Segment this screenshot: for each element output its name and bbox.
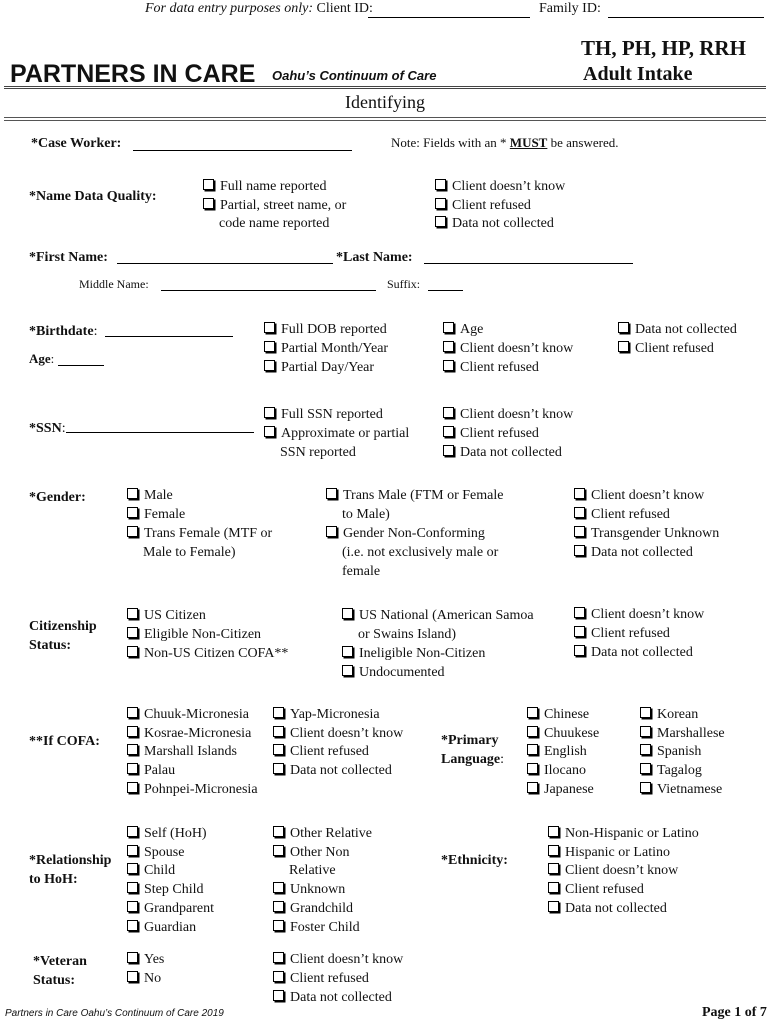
checkbox[interactable] bbox=[443, 445, 454, 456]
checkbox[interactable] bbox=[640, 726, 651, 737]
relationship-option[interactable] bbox=[127, 880, 204, 899]
option-label: Data not collected bbox=[290, 763, 392, 778]
suffix-label: Suffix: bbox=[387, 277, 421, 291]
checkbox[interactable] bbox=[127, 971, 138, 982]
required-note-must: MUST bbox=[509, 135, 548, 150]
birthdate-colon: : bbox=[93, 324, 98, 339]
option-label: Client refused bbox=[452, 198, 531, 213]
checkbox[interactable] bbox=[326, 526, 337, 537]
option-label: Client doesn’t know bbox=[460, 407, 574, 422]
checkbox[interactable] bbox=[548, 901, 559, 912]
option-label: Other Non bbox=[290, 845, 350, 860]
checkbox[interactable] bbox=[574, 645, 585, 656]
option-label: Data not collected bbox=[565, 901, 667, 916]
language-option[interactable] bbox=[527, 742, 587, 761]
checkbox[interactable] bbox=[273, 707, 284, 718]
cofa-option[interactable] bbox=[273, 761, 392, 780]
option-label: Full DOB reported bbox=[281, 322, 387, 337]
relationship-label: *Relationship bbox=[29, 853, 112, 868]
language-option[interactable] bbox=[640, 742, 701, 761]
relationship-option[interactable] bbox=[273, 918, 360, 937]
checkbox[interactable] bbox=[127, 952, 138, 963]
checkbox[interactable] bbox=[435, 198, 446, 209]
checkbox[interactable] bbox=[342, 646, 353, 657]
option-label: Chuuk-Micronesia bbox=[144, 707, 249, 722]
option-label: Client refused bbox=[591, 626, 670, 641]
checkbox[interactable] bbox=[127, 507, 138, 518]
veteran-option[interactable] bbox=[273, 950, 403, 969]
checkbox[interactable] bbox=[443, 360, 454, 371]
checkbox[interactable] bbox=[273, 901, 284, 912]
ssn-option[interactable] bbox=[443, 424, 539, 443]
option-label: Chuukese bbox=[544, 726, 600, 741]
checkbox[interactable] bbox=[527, 782, 538, 793]
option-label: Client doesn’t know bbox=[591, 607, 705, 622]
dob-option[interactable] bbox=[443, 339, 573, 358]
name-quality-option[interactable] bbox=[435, 214, 554, 233]
option-label: Trans Female (MTF or bbox=[144, 526, 273, 541]
option-label: Client refused bbox=[290, 744, 369, 759]
citizenship-option[interactable] bbox=[127, 606, 206, 625]
cofa-option[interactable] bbox=[273, 742, 369, 761]
checkbox[interactable] bbox=[435, 216, 446, 227]
checkbox[interactable] bbox=[527, 744, 538, 755]
checkbox[interactable] bbox=[127, 782, 138, 793]
section-rule-bottom bbox=[4, 120, 766, 121]
checkbox[interactable] bbox=[640, 763, 651, 774]
language-option[interactable] bbox=[640, 705, 698, 724]
option-label: Unknown bbox=[290, 882, 346, 897]
ssn-label-text: *SSN bbox=[29, 421, 62, 436]
option-label: Step Child bbox=[144, 882, 204, 897]
section-rule-top bbox=[4, 117, 766, 118]
option-label: Yap-Micronesia bbox=[290, 707, 380, 722]
citizenship-option[interactable] bbox=[342, 606, 534, 625]
ethnicity-option[interactable] bbox=[548, 824, 699, 843]
checkbox[interactable] bbox=[203, 198, 214, 209]
checkbox[interactable] bbox=[548, 882, 559, 893]
header-rule bbox=[4, 86, 766, 89]
veteran-option[interactable] bbox=[127, 969, 161, 988]
veteran-label: *Veteran bbox=[33, 954, 87, 969]
cofa-option[interactable] bbox=[127, 742, 237, 761]
option-label: No bbox=[144, 971, 162, 986]
checkbox[interactable] bbox=[548, 845, 559, 856]
option-label: Self (HoH) bbox=[144, 826, 207, 841]
option-label: Trans Male (FTM or Female bbox=[343, 488, 504, 503]
gender-option[interactable] bbox=[326, 524, 485, 543]
ssn-option[interactable] bbox=[443, 443, 562, 462]
option-label-continued: Relative bbox=[289, 863, 336, 878]
language-label-text: Language bbox=[441, 752, 501, 767]
checkbox[interactable] bbox=[574, 607, 585, 618]
checkbox[interactable] bbox=[548, 863, 559, 874]
checkbox[interactable] bbox=[527, 763, 538, 774]
gender-option[interactable] bbox=[127, 524, 272, 543]
relationship-label-line2: to HoH: bbox=[29, 872, 78, 887]
option-label: Data not collected bbox=[591, 645, 693, 660]
option-label: Non-US Citizen COFA** bbox=[144, 646, 289, 661]
language-colon: : bbox=[500, 752, 505, 767]
option-label: Data not collected bbox=[635, 322, 737, 337]
option-label: US National (American Samoa bbox=[359, 608, 534, 623]
option-label: Pohnpei-Micronesia bbox=[144, 782, 258, 797]
option-label-continued: or Swains Island) bbox=[358, 627, 456, 642]
option-label-continued: SSN reported bbox=[280, 445, 356, 460]
birthdate-label-text: *Birthdate bbox=[29, 324, 94, 339]
citizenship-label-line2: Status: bbox=[29, 638, 72, 653]
org-name: PARTNERS IN CARE bbox=[10, 60, 256, 88]
checkbox[interactable] bbox=[342, 665, 353, 676]
required-note-prefix: Note: Fields with an * bbox=[391, 135, 510, 150]
option-label: Partial, street name, or bbox=[220, 198, 347, 213]
case-worker-label: *Case Worker: bbox=[31, 136, 122, 151]
option-label: Full name reported bbox=[220, 179, 327, 194]
language-option[interactable] bbox=[640, 761, 702, 780]
middle-name-label: Middle Name: bbox=[79, 277, 149, 291]
checkbox[interactable] bbox=[574, 545, 585, 556]
option-label: Undocumented bbox=[359, 665, 445, 680]
name-quality-label: *Name Data Quality: bbox=[29, 189, 157, 204]
option-label: Client doesn’t know bbox=[290, 952, 404, 967]
cofa-option[interactable] bbox=[273, 724, 403, 743]
form-title: Adult Intake bbox=[583, 63, 693, 85]
option-label: Other Relative bbox=[290, 826, 373, 841]
option-label: Full SSN reported bbox=[281, 407, 383, 422]
relationship-option[interactable] bbox=[127, 861, 175, 880]
checkbox[interactable] bbox=[127, 826, 138, 837]
citizenship-option[interactable] bbox=[574, 624, 670, 643]
relationship-option[interactable] bbox=[273, 880, 345, 899]
option-label: Hispanic or Latino bbox=[565, 845, 670, 860]
checkbox[interactable] bbox=[127, 726, 138, 737]
dob-option[interactable] bbox=[443, 320, 483, 339]
name-quality-option[interactable] bbox=[203, 196, 346, 215]
age-label-text: Age bbox=[29, 351, 51, 366]
name-quality-option[interactable] bbox=[203, 177, 327, 196]
option-label: Client doesn’t know bbox=[290, 726, 404, 741]
client-id-label: Client ID: bbox=[316, 1, 373, 16]
option-label: Client doesn’t know bbox=[591, 488, 705, 503]
gender-option[interactable] bbox=[574, 486, 704, 505]
dob-option[interactable] bbox=[264, 358, 374, 377]
gender-option[interactable] bbox=[127, 486, 173, 505]
option-label: Chinese bbox=[544, 707, 590, 722]
citizenship-option[interactable] bbox=[127, 644, 288, 663]
option-label: Partial Month/Year bbox=[281, 341, 389, 356]
checkbox[interactable] bbox=[326, 488, 337, 499]
checkbox[interactable] bbox=[264, 322, 275, 333]
checkbox[interactable] bbox=[127, 488, 138, 499]
checkbox[interactable] bbox=[127, 882, 138, 893]
data-entry-purpose-label: For data entry purposes only: bbox=[145, 1, 313, 16]
family-id-field[interactable] bbox=[608, 17, 764, 18]
ethnicity-option[interactable] bbox=[548, 843, 670, 862]
checkbox[interactable] bbox=[127, 744, 138, 755]
ethnicity-option[interactable] bbox=[548, 861, 678, 880]
checkbox[interactable] bbox=[640, 782, 651, 793]
checkbox[interactable] bbox=[273, 845, 284, 856]
veteran-option[interactable] bbox=[273, 988, 392, 1007]
birthdate-field[interactable] bbox=[105, 336, 233, 337]
section-title: Identifying bbox=[345, 92, 425, 112]
language-option[interactable] bbox=[527, 705, 589, 724]
language-label-line2 bbox=[441, 750, 504, 769]
checkbox[interactable] bbox=[443, 322, 454, 333]
cofa-option[interactable] bbox=[127, 724, 251, 743]
dob-option[interactable] bbox=[618, 320, 737, 339]
option-label: Non-Hispanic or Latino bbox=[565, 826, 699, 841]
option-label: Client refused bbox=[460, 360, 539, 375]
option-label: Grandchild bbox=[290, 901, 353, 916]
option-label: US Citizen bbox=[144, 608, 206, 623]
checkbox[interactable] bbox=[127, 608, 138, 619]
ssn-option[interactable] bbox=[264, 424, 409, 443]
checkbox[interactable] bbox=[127, 526, 138, 537]
option-label: Data not collected bbox=[452, 216, 554, 231]
option-label: Data not collected bbox=[591, 545, 693, 560]
dob-option[interactable] bbox=[264, 320, 387, 339]
checkbox[interactable] bbox=[273, 990, 284, 1001]
language-option[interactable] bbox=[527, 724, 599, 743]
checkbox[interactable] bbox=[618, 322, 629, 333]
option-label: Female bbox=[144, 507, 186, 522]
checkbox[interactable] bbox=[273, 826, 284, 837]
option-label: Client refused bbox=[290, 971, 369, 986]
checkbox[interactable] bbox=[127, 920, 138, 931]
checkbox[interactable] bbox=[527, 726, 538, 737]
gender-option[interactable] bbox=[574, 524, 719, 543]
option-label: Spanish bbox=[657, 744, 702, 759]
last-name-label: *Last Name: bbox=[336, 250, 413, 265]
cofa-option[interactable] bbox=[273, 705, 380, 724]
language-option[interactable] bbox=[527, 761, 586, 780]
option-label: Marshallese bbox=[657, 726, 725, 741]
option-label: Grandparent bbox=[144, 901, 214, 916]
option-label: Client doesn’t know bbox=[452, 179, 566, 194]
checkbox[interactable] bbox=[548, 826, 559, 837]
checkbox[interactable] bbox=[435, 179, 446, 190]
citizenship-option[interactable] bbox=[342, 663, 445, 682]
veteran-option[interactable] bbox=[273, 969, 369, 988]
cofa-label: **If COFA: bbox=[29, 734, 100, 749]
option-label: Yes bbox=[144, 952, 165, 967]
option-label-continued: Male to Female) bbox=[143, 545, 236, 560]
checkbox[interactable] bbox=[640, 744, 651, 755]
checkbox[interactable] bbox=[640, 707, 651, 718]
option-label: Client refused bbox=[591, 507, 670, 522]
data-entry-line bbox=[145, 1, 373, 17]
option-label: Guardian bbox=[144, 920, 197, 935]
checkbox[interactable] bbox=[127, 901, 138, 912]
checkbox[interactable] bbox=[273, 726, 284, 737]
ssn-field[interactable] bbox=[66, 432, 254, 433]
cofa-option[interactable] bbox=[127, 705, 249, 724]
citizenship-option[interactable] bbox=[574, 643, 693, 662]
form-codes: TH, PH, HP, RRH bbox=[581, 36, 746, 60]
option-label-continued: to Male) bbox=[342, 507, 390, 522]
dob-option[interactable] bbox=[264, 339, 388, 358]
checkbox[interactable] bbox=[574, 488, 585, 499]
language-option[interactable] bbox=[640, 780, 722, 799]
gender-option[interactable] bbox=[127, 505, 185, 524]
checkbox[interactable] bbox=[264, 341, 275, 352]
checkbox[interactable] bbox=[273, 763, 284, 774]
checkbox[interactable] bbox=[443, 407, 454, 418]
client-id-field[interactable] bbox=[368, 17, 530, 18]
required-note bbox=[391, 135, 618, 151]
checkbox[interactable] bbox=[574, 526, 585, 537]
option-label: Data not collected bbox=[460, 445, 562, 460]
checkbox[interactable] bbox=[264, 360, 275, 371]
ethnicity-option[interactable] bbox=[548, 880, 644, 899]
checkbox[interactable] bbox=[273, 920, 284, 931]
relationship-option[interactable] bbox=[127, 843, 184, 862]
first-name-label: *First Name: bbox=[29, 250, 108, 265]
option-label: Japanese bbox=[544, 782, 594, 797]
relationship-option[interactable] bbox=[127, 824, 207, 843]
language-option[interactable] bbox=[527, 780, 594, 799]
relationship-option[interactable] bbox=[127, 918, 196, 937]
veteran-label-line2: Status: bbox=[33, 973, 76, 988]
checkbox[interactable] bbox=[443, 426, 454, 437]
checkbox[interactable] bbox=[127, 707, 138, 718]
option-label: Marshall Islands bbox=[144, 744, 237, 759]
option-label-continued: code name reported bbox=[219, 216, 330, 231]
citizenship-option[interactable] bbox=[127, 625, 261, 644]
case-worker-field[interactable] bbox=[133, 150, 352, 151]
checkbox[interactable] bbox=[574, 507, 585, 518]
birthdate-label bbox=[29, 322, 97, 341]
citizenship-option[interactable] bbox=[574, 605, 704, 624]
checkbox[interactable] bbox=[574, 626, 585, 637]
ethnicity-option[interactable] bbox=[548, 899, 667, 918]
middle-name-field[interactable] bbox=[161, 290, 376, 291]
checkbox[interactable] bbox=[342, 608, 353, 619]
gender-label: *Gender: bbox=[29, 490, 86, 505]
citizenship-option[interactable] bbox=[342, 644, 485, 663]
checkbox[interactable] bbox=[273, 744, 284, 755]
option-label: Kosrae-Micronesia bbox=[144, 726, 252, 741]
age-field[interactable] bbox=[58, 365, 104, 366]
option-label-continued: (i.e. not exclusively male or bbox=[342, 545, 499, 560]
page-number: Page 1 of 7 bbox=[702, 1005, 767, 1020]
checkbox[interactable] bbox=[127, 646, 138, 657]
ssn-option[interactable] bbox=[264, 405, 383, 424]
last-name-field[interactable] bbox=[424, 263, 633, 264]
citizenship-label: Citizenship bbox=[29, 619, 97, 634]
veteran-option[interactable] bbox=[127, 950, 164, 969]
checkbox[interactable] bbox=[264, 407, 275, 418]
option-label: Client refused bbox=[565, 882, 644, 897]
option-label: Client doesn’t know bbox=[565, 863, 679, 878]
checkbox[interactable] bbox=[527, 707, 538, 718]
checkbox[interactable] bbox=[273, 971, 284, 982]
option-label: Foster Child bbox=[290, 920, 360, 935]
relationship-option[interactable] bbox=[273, 843, 350, 862]
option-label: Client refused bbox=[635, 341, 714, 356]
option-label: Tagalog bbox=[657, 763, 702, 778]
gender-option[interactable] bbox=[326, 486, 503, 505]
cofa-option[interactable] bbox=[127, 761, 175, 780]
option-label: Eligible Non-Citizen bbox=[144, 627, 262, 642]
option-label: Ilocano bbox=[544, 763, 586, 778]
relationship-option[interactable] bbox=[273, 899, 353, 918]
option-label-continued: female bbox=[342, 564, 381, 579]
checkbox[interactable] bbox=[618, 341, 629, 352]
ssn-option[interactable] bbox=[443, 405, 573, 424]
checkbox[interactable] bbox=[127, 863, 138, 874]
gender-option[interactable] bbox=[574, 505, 670, 524]
required-note-suffix: be answered. bbox=[547, 135, 619, 150]
relationship-option[interactable] bbox=[273, 824, 372, 843]
dob-option[interactable] bbox=[618, 339, 714, 358]
family-id-label: Family ID: bbox=[539, 1, 601, 16]
option-label: Palau bbox=[144, 763, 176, 778]
language-option[interactable] bbox=[640, 724, 725, 743]
checkbox[interactable] bbox=[127, 763, 138, 774]
checkbox[interactable] bbox=[273, 882, 284, 893]
option-label: Age bbox=[460, 322, 484, 337]
option-label: Child bbox=[144, 863, 176, 878]
option-label: Transgender Unknown bbox=[591, 526, 720, 541]
cofa-option[interactable] bbox=[127, 780, 258, 799]
option-label: Approximate or partial bbox=[281, 426, 410, 441]
option-label: Partial Day/Year bbox=[281, 360, 375, 375]
gender-option[interactable] bbox=[574, 543, 693, 562]
option-label: Male bbox=[144, 488, 173, 503]
ssn-label: *SSN: bbox=[29, 421, 66, 436]
age-label: Age: bbox=[29, 351, 55, 366]
checkbox[interactable] bbox=[273, 952, 284, 963]
option-label: Client doesn’t know bbox=[460, 341, 574, 356]
suffix-field[interactable] bbox=[428, 290, 463, 291]
checkbox[interactable] bbox=[264, 426, 275, 437]
checkbox[interactable] bbox=[127, 627, 138, 638]
language-label: *Primary bbox=[441, 733, 499, 748]
first-name-field[interactable] bbox=[117, 263, 333, 264]
option-label: Gender Non-Conforming bbox=[343, 526, 485, 541]
option-label: Client refused bbox=[460, 426, 539, 441]
name-quality-option[interactable] bbox=[435, 196, 531, 215]
option-label: Data not collected bbox=[290, 990, 392, 1005]
checkbox[interactable] bbox=[443, 341, 454, 352]
checkbox[interactable] bbox=[203, 179, 214, 190]
relationship-option[interactable] bbox=[127, 899, 214, 918]
option-label: Korean bbox=[657, 707, 699, 722]
option-label: English bbox=[544, 744, 587, 759]
name-quality-option[interactable] bbox=[435, 177, 565, 196]
ethnicity-label: *Ethnicity: bbox=[441, 853, 508, 868]
option-label: Ineligible Non-Citizen bbox=[359, 646, 486, 661]
dob-option[interactable] bbox=[443, 358, 539, 377]
org-subtitle: Oahu’s Continuum of Care bbox=[272, 68, 437, 83]
footer-text: Partners in Care Oahu’s Continuum of Care 2019 bbox=[5, 1008, 224, 1019]
checkbox[interactable] bbox=[127, 845, 138, 856]
option-label: Vietnamese bbox=[657, 782, 723, 797]
option-label: Spouse bbox=[144, 845, 185, 860]
